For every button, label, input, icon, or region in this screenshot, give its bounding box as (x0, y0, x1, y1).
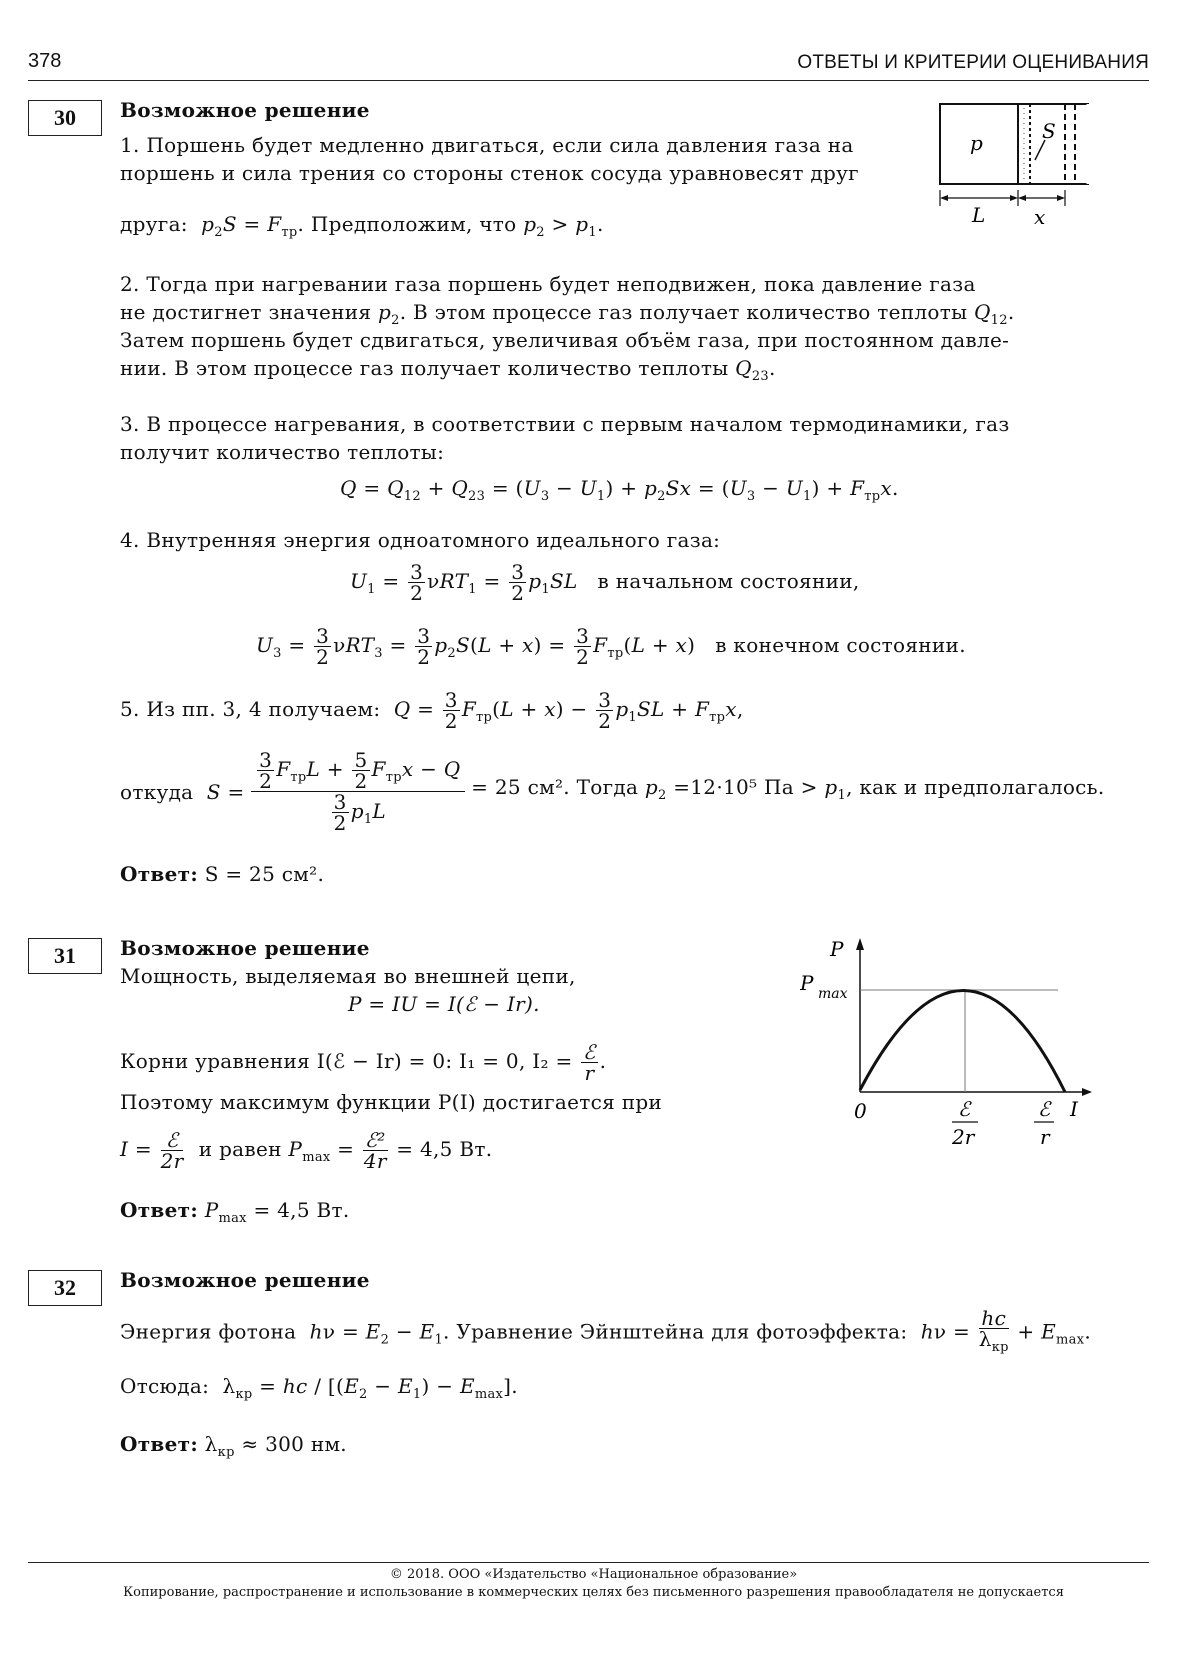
graph-y-axis-label: P (830, 937, 844, 961)
task-31-answer: Ответ: $P_{max} = 4,5$ Вт. (120, 1198, 350, 1226)
graph-pmax-label: P (800, 971, 814, 995)
task-30-u3-equation: $U_3$ = $\frac{3}{2}$ νRT$_3$ = $\frac{3}{2}$ $p_2S(L + x)$ = $\frac{3}{2}$ $F_{тр}(L + x)$ в конечном состоянии. (256, 624, 966, 669)
task-32-line1: Энергия фотона $h\nu = E_2 - E_1$. Уравнение Эйнштейна для фотоэффекта: hν = $\frac{hc}{\lambda_{кр}}$ + $E_{max}$. (120, 1306, 1092, 1355)
task-31-line2: P = IU = I(ℰ − Ir). (348, 992, 540, 1016)
graph-emf-half-num: ℰ (958, 1097, 971, 1121)
graph-x-axis-label: I (1070, 1097, 1078, 1121)
task-31-line1: Мощность, выделяемая во внешней цепи, (120, 964, 576, 988)
page-number: 378 (28, 50, 62, 72)
fig-x-label: x (1034, 205, 1046, 229)
task-32-line2: Отсюда: $\lambda_{кр}$ = hc / $[(E_2 - E_1) - E_{max}]$. (120, 1374, 518, 1402)
fig-s-label: S (1042, 119, 1056, 143)
task-30-p3-line1: 3. В процессе нагревания, в соответствии с первым началом термодинамики, газ (120, 412, 1010, 436)
task-31-line5: I = $\frac{\text{ℰ}}{2r}$ и равен $P_{max}$ = $\frac{\text{ℰ²}}{4r}$ = 4,5 Вт. (120, 1128, 493, 1173)
task-30-number: 30 (28, 100, 102, 136)
task-31-number: 31 (28, 938, 102, 974)
task-32-answer: Ответ: $\lambda_{кр} \approx 300$ нм. (120, 1432, 347, 1460)
graph-r-label: r (1040, 1125, 1050, 1149)
task-30-p1-line2: поршень и сила трения со стороны стенок сосуда уравновесят друг (120, 161, 859, 185)
task-32-number: 32 (28, 1270, 102, 1306)
task-31-heading: Возможное решение (120, 936, 370, 960)
task-30-s-formula: откуда S = $\frac{3}{2}$ $F_{тр}L$ + $\frac{5}{2}$ $F_{тр}x - Q$ $\frac{3}{2}$ $p_1L$ = 25 см². Тогда $p_2 =12\cdot 10^5$ Па > $p_1$, как и предполагалось. (120, 748, 1105, 835)
task-30-p2-line1: 2. Тогда при нагревании газа поршень будет неподвижен, пока давление газа (120, 272, 976, 296)
graph-emf-num: ℰ (1038, 1097, 1051, 1121)
task-30-heat-equation: $Q = Q_{12} + Q_{23} = (U_3 - U_1) + p_2Sx = (U_3 - U_1) + F_{тр}x$. (340, 476, 899, 504)
task-31-line4: Поэтому максимум функции P(I) достигается при (120, 1090, 663, 1114)
graph-pmax-sub: max (818, 986, 848, 1002)
piston-diagram (930, 98, 1100, 233)
fig-l-label: L (972, 203, 986, 227)
graph-2r-label: 2r (952, 1125, 975, 1149)
footer-copyright: © 2018. ООО «Издательство «Национальное образование» (389, 1567, 798, 1582)
running-header: ОТВЕТЫ И КРИТЕРИИ ОЦЕНИВАНИЯ (797, 52, 1149, 73)
fig-p-label: p (970, 131, 983, 155)
task-32-heading: Возможное решение (120, 1268, 370, 1292)
task-30-p2-line3: Затем поршень будет сдвигаться, увеличивая объём газа, при постоянном давле- (120, 328, 1010, 352)
task-30-p5-line1: 5. Из пп. 3, 4 получаем: Q = $\frac{3}{2}$ $F_{тр}(L + x)$ − $\frac{3}{2}$ $p_1SL + F_{тр}x$, (120, 688, 744, 733)
graph-origin-label: 0 (854, 1099, 867, 1123)
footer-notice: Копирование, распространение и использование в коммерческих целях без письменного разрешения правообладателя не допускается (123, 1585, 1064, 1600)
power-graph (800, 930, 1100, 1160)
task-30-p1-line3: друга: $p_2S = F_{тр}$. Предположим, что $p_2 > p_1$. (120, 212, 604, 240)
task-30-p2-line4: нии. В этом процессе газ получает количество теплоты $Q_{23}$. (120, 356, 776, 384)
task-30-p3-line2: получит количество теплоты: (120, 440, 445, 464)
task-30-p2-line2: не достигнет значения $p_2$. В этом процессе газ получает количество теплоты $Q_{12}$. (120, 300, 1015, 328)
task-30-u1-equation: $U_1$ = $\frac{3}{2}$ νRT$_1$ = $\frac{3}{2}$ $p_1SL$ в начальном состоянии, (350, 560, 860, 605)
task-30-p1-line1: 1. Поршень будет медленно двигаться, если сила давления газа на (120, 133, 854, 157)
task-30-p4-line1: 4. Внутренняя энергия одноатомного идеального газа: (120, 528, 721, 552)
task-31-line3: Корни уравнения I(ℰ − Ir) = 0: I₁ = 0, I₂ = $\frac{\text{ℰ}}{r}$ . (120, 1040, 607, 1085)
header-rule (28, 80, 1149, 81)
task-30-heading: Возможное решение (120, 98, 370, 122)
footer-rule (28, 1562, 1149, 1563)
task-30-answer: Ответ: S = 25 см². (120, 862, 325, 886)
